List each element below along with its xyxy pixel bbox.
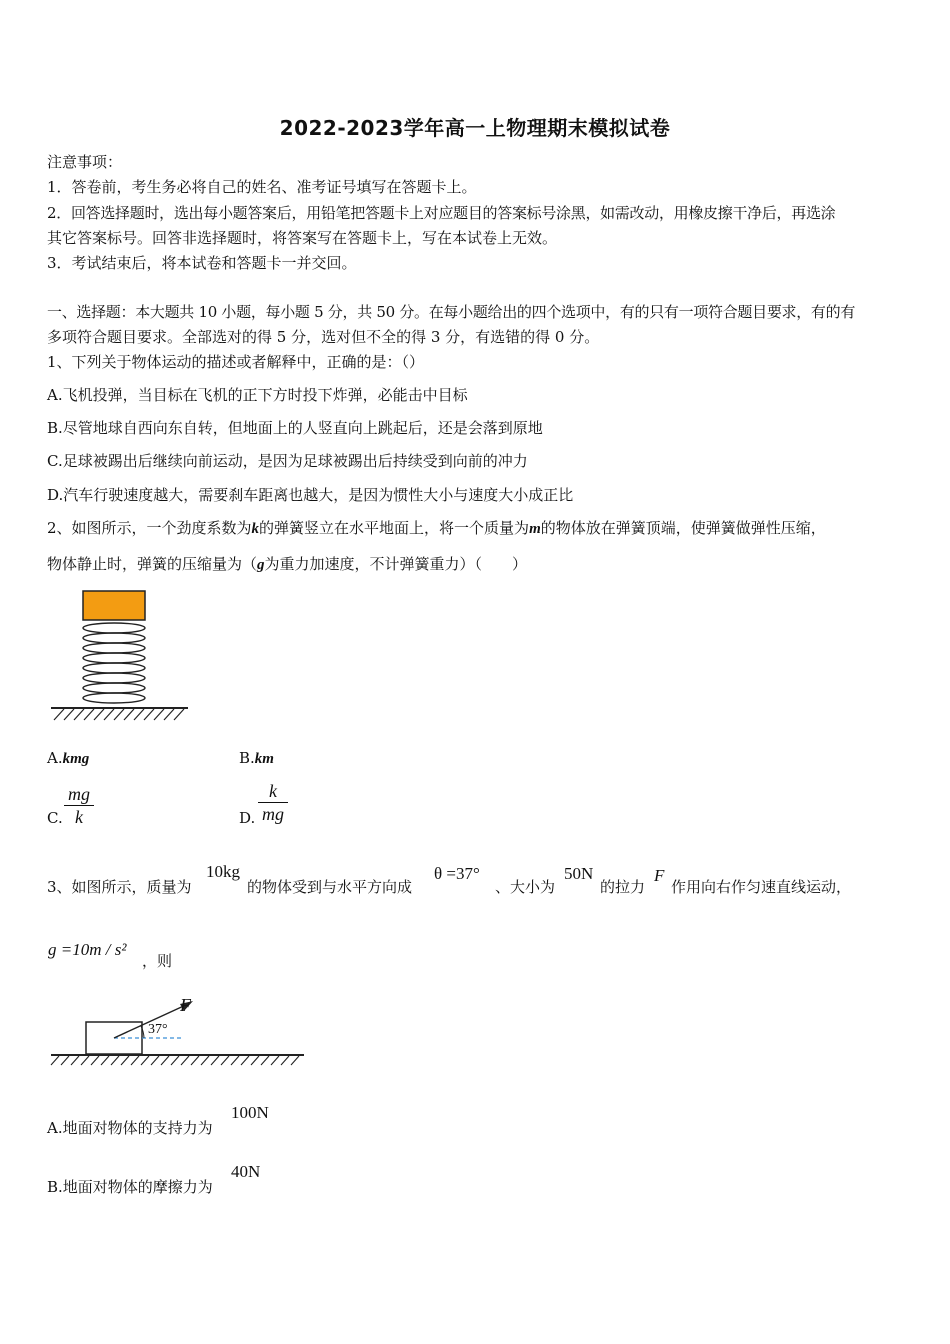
q3-gravity-tail: ，则 (142, 952, 173, 970)
ground-hatch (54, 709, 184, 720)
fig-angle-label: 37° (148, 1022, 168, 1037)
q3-option-b-value: 40N (231, 1162, 261, 1181)
notice-item: 其它答案标号。回答非选择题时，将答案写在答题卡上，写在本试卷上无效。 (47, 229, 558, 247)
q3-option-b: B.地面对物体的摩擦力为 (47, 1178, 213, 1196)
q3-gravity: g =10m / s² (48, 940, 127, 959)
section-intro: 一、选择题：本大题共 10 小题，每小题 5 分，共 50 分。在每小题给出的四个选项中，有的只有一项符合题目要求，有的有 (47, 303, 856, 321)
notice-item: 2．回答选择题时，选出每小题答案后，用铅笔把答题卡上对应题目的答案标号涂黑，如需改动，用橡皮擦干净后，再选涂 (47, 204, 836, 222)
q3-F: F (654, 866, 665, 885)
q2-option-a: A.kmg (47, 749, 90, 767)
q2-option-b: B.km (239, 749, 274, 767)
q3-option-a: A.地面对物体的支持力为 (47, 1119, 213, 1137)
q3-stem-a: 3、如图所示，质量为 (47, 878, 192, 896)
q1-stem: 1、下列关于物体运动的描述或者解释中，正确的是：（） (47, 353, 425, 371)
spring-figure (48, 588, 193, 728)
q3-stem-b: 的物体受到与水平方向成 (247, 878, 413, 896)
q1-option-a: A.飞机投弹，当目标在飞机的正下方时投下炸弹，必能击中目标 (47, 386, 468, 404)
q1-option-c: C.足球被踢出后继续向前运动，是因为足球被踢出后持续受到向前的冲力 (47, 452, 528, 470)
q3-option-a-value: 100N (231, 1103, 269, 1122)
q2-option-d-fraction: k mg (258, 781, 288, 824)
q2-stem-line2: 物体静止时，弹簧的压缩量为（g为重力加速度，不计弹簧重力）（ ） (47, 555, 528, 573)
force-figure (48, 995, 308, 1070)
q1-option-b: B.尽管地球自西向东自转，但地面上的人竖直向上跳起后，还是会落到原地 (47, 419, 543, 437)
q3-angle: θ =37° (434, 864, 480, 883)
q3-force: 50N (564, 864, 594, 883)
q3-stem-e: 作用向右作匀速直线运动， (671, 878, 852, 896)
notice-item: 1．答卷前，考生务必将自己的姓名、准考证号填写在答题卡上。 (47, 178, 477, 196)
q2-option-c-label: C. (47, 809, 63, 827)
q2-option-d-label: D. (239, 809, 256, 827)
section-intro: 多项符合题目要求。全部选对的得 5 分，选对但不全的得 3 分，有选错的得 0 分。 (47, 328, 600, 346)
q3-stem-c: 、大小为 (495, 878, 556, 896)
q1-option-d: D.汽车行驶速度越大，需要刹车距离也越大，是因为惯性大小与速度大小成正比 (47, 486, 574, 504)
fig-force-label: F (180, 995, 191, 1015)
q2-option-c-fraction: mg k (64, 784, 94, 827)
q3-stem-d: 的拉力 (600, 878, 646, 896)
block-on-spring (83, 591, 145, 620)
notice-item: 3．考试结束后，将本试卷和答题卡一并交回。 (47, 254, 357, 272)
page-title: 2022-2023学年高一上物理期末模拟试卷 (279, 116, 671, 140)
notice-heading: 注意事项： (47, 153, 123, 171)
spring-coils (83, 623, 145, 703)
q3-mass: 10kg (206, 862, 240, 881)
q2-stem-line1: 2、如图所示，一个劲度系数为k的弹簧竖立在水平地面上，将一个质量为m的物体放在弹簧顶端，使弹簧做弹性压缩， (47, 519, 826, 537)
ground-hatch (51, 1056, 299, 1065)
